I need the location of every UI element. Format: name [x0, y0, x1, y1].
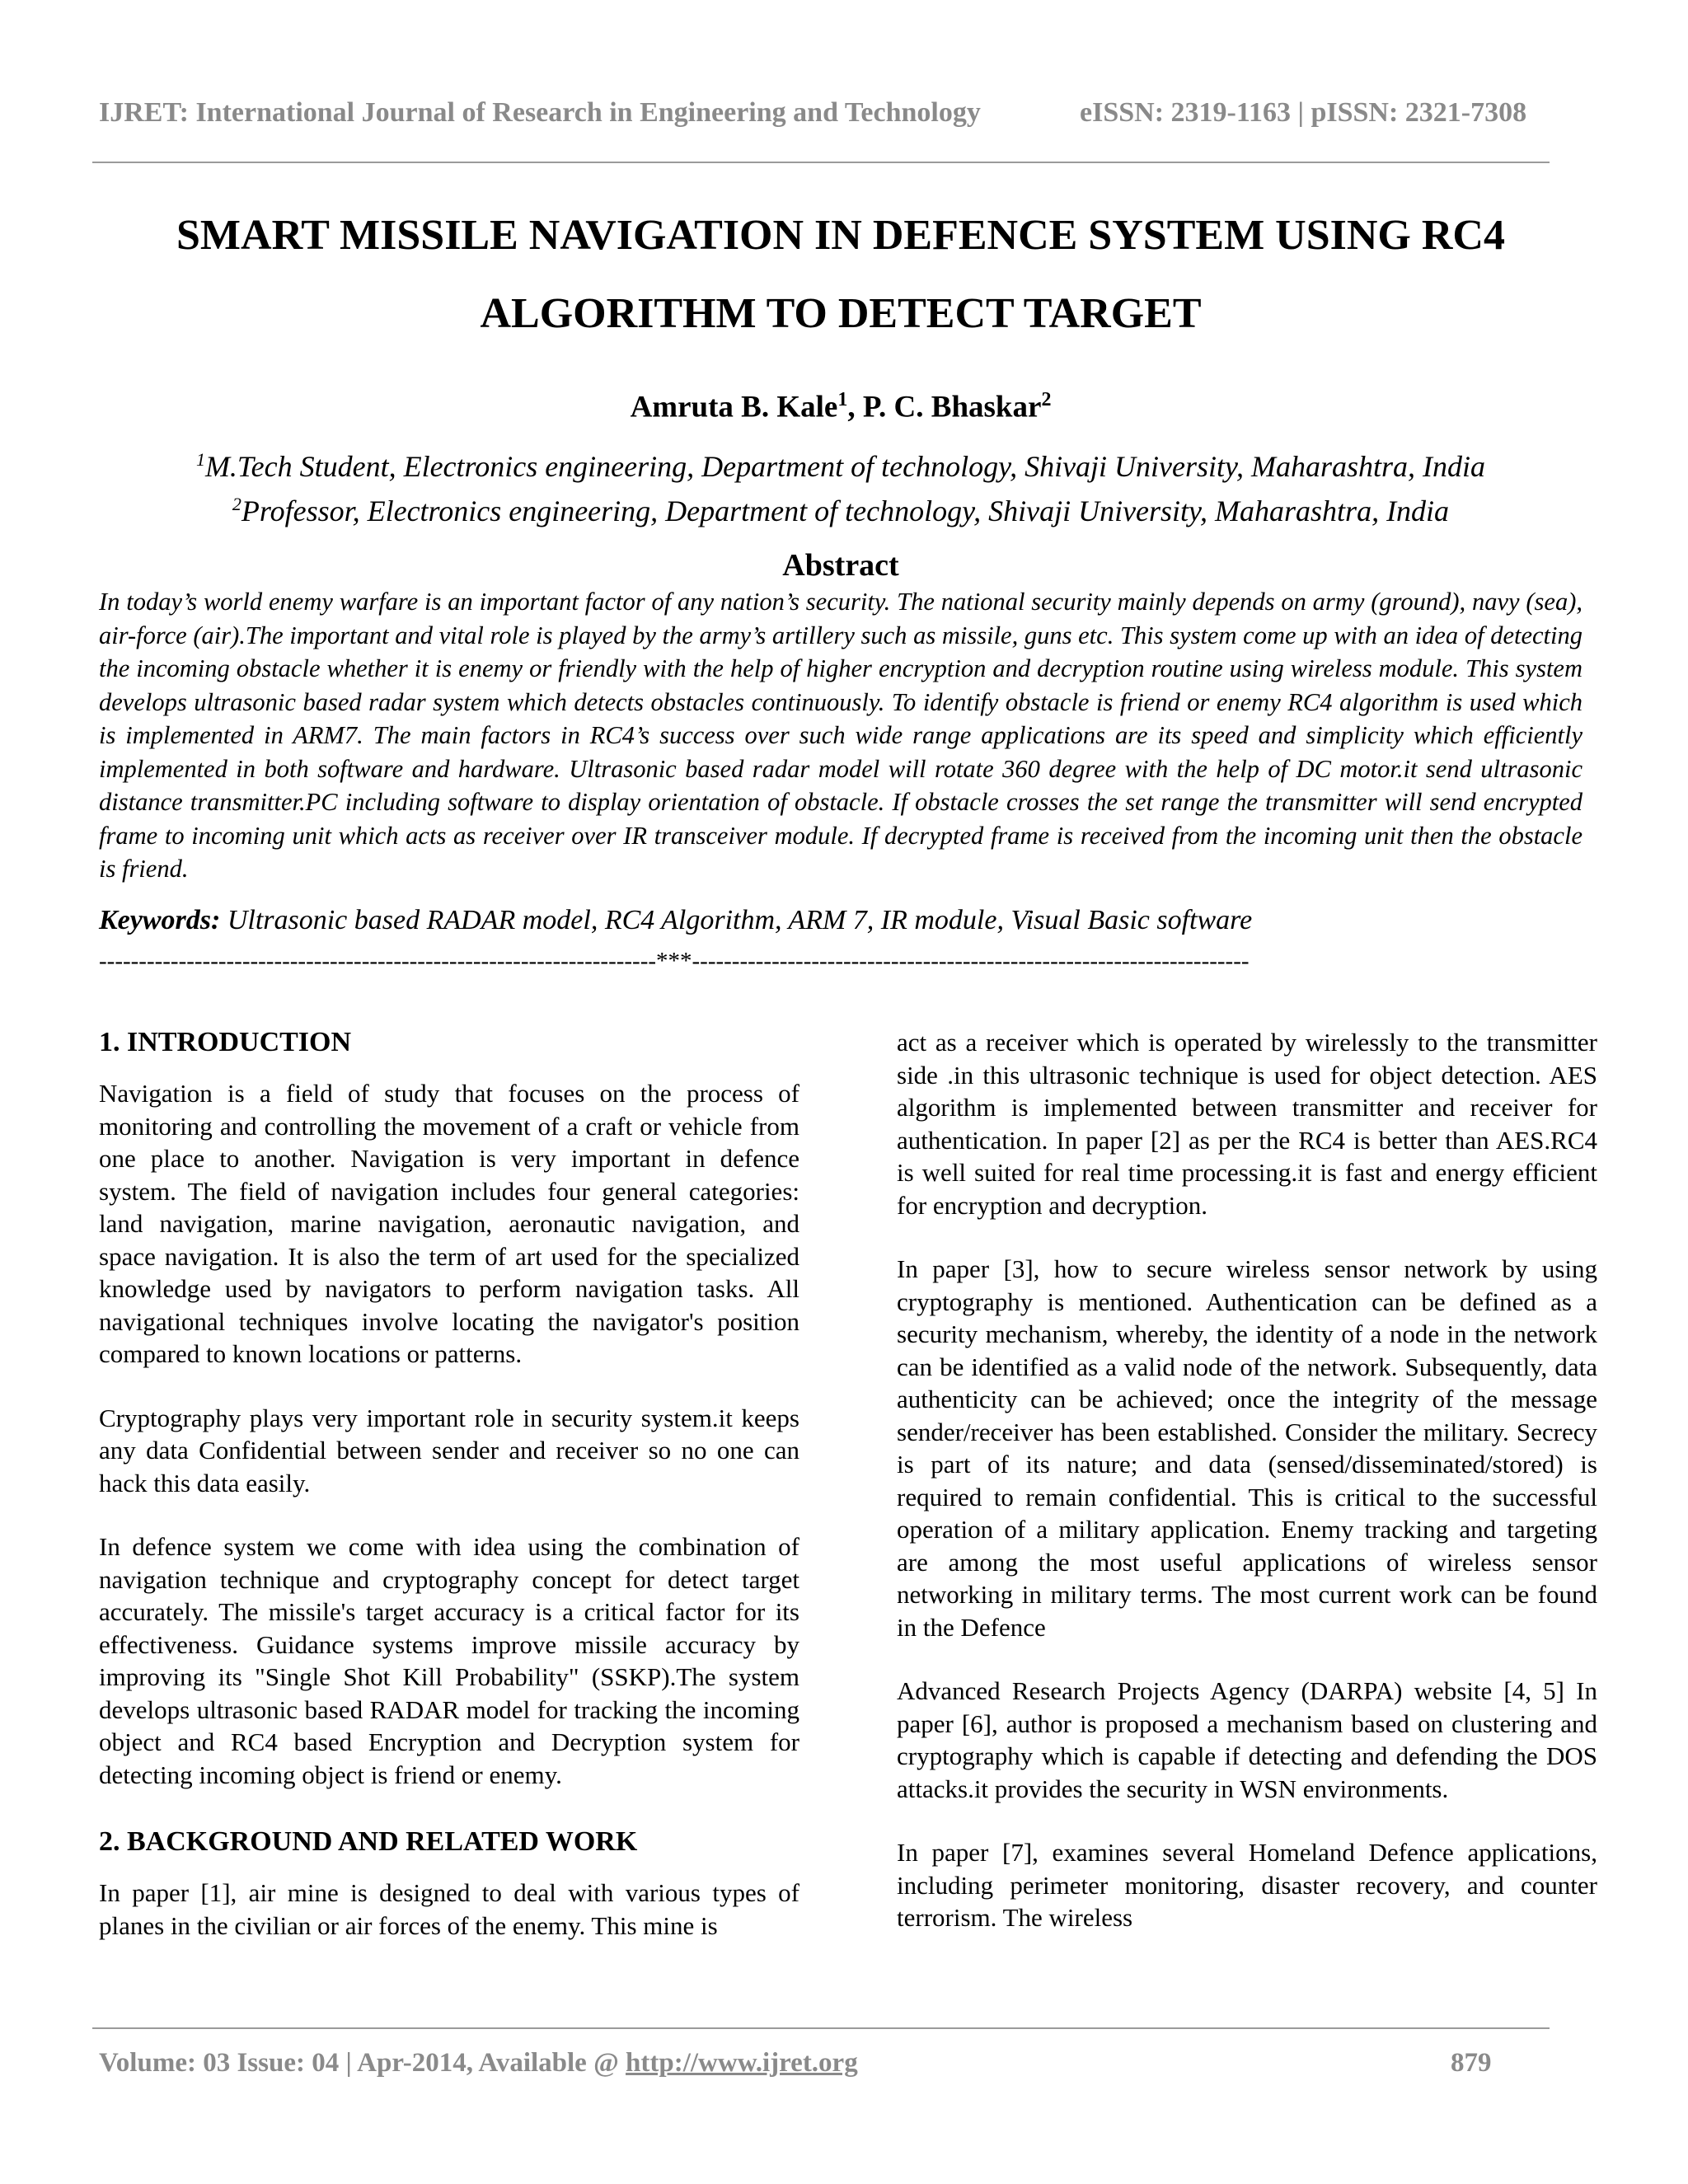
right-paragraph-3: Advanced Research Projects Agency (DARPA) website [4, 5] In paper [6], author is proposed a mechanism based on clustering and cryptography which is capable if detecting and defending the DOS attacks.it provides the security in WSN environments. [897, 1676, 1597, 1803]
background-paragraph-1: In paper [1], air mine is designed to deal with various types of planes in the civilian or air forces of the enemy. This mine is [99, 1878, 799, 1940]
author-1-affil-mark: 1 [837, 389, 848, 410]
author-separator: , [847, 390, 863, 424]
keywords-text: Ultrasonic based RADAR model, RC4 Algorithm, ARM 7, IR module, Visual Basic software [220, 905, 1253, 935]
intro-paragraph-1: Navigation is a field of study that focuses on the process of monitoring and controlling the movement of a craft or vehicle from one place to another. Navigation is very important in defence system. The field of navigation includes four general categories: land navigation, marine navigation, aeronautic navigation, and space navigation. It is also the term of art used for the specialized knowledge used by navigators to perform navigation tasks. All navigational techniques involve locating the navigator's position compared to known locations or patterns. [99, 1079, 799, 1368]
affiliation-2: $^2$Professor, Electronics engineering, Department of technology, Shivaji University, Maharashtra, India [232, 494, 1450, 527]
keywords [99, 905, 1582, 936]
author-1: Amruta B. Kale [630, 390, 838, 424]
intro-paragraph-3: In defence system we come with idea using the combination of navigation technique and cryptography concept for detect target accurately. The missile's target accuracy is a critical factor for its effectiveness. Guidance systems improve missile accuracy by improving its "Single Shot Kill Probability" (SSKP).The system develops ultrasonic based RADAR model for tracking the incoming object and RC4 based Encryption and Decryption system for detecting incoming object is friend or enemy. [99, 1532, 799, 1789]
footer-volume: Volume: 03 Issue: 04 | Apr-2014, Available @ [99, 2048, 626, 2078]
intro-paragraph-2: Cryptography plays very important role in security system.it keeps any data Confidential between sender and receiver so no one can hack this data easily. [99, 1403, 799, 1497]
journal-issn: eISSN: 2319-1163 | pISSN: 2321-7308 [1080, 97, 1527, 128]
footer-rule [92, 2027, 1550, 2029]
affiliations [99, 441, 1582, 530]
section-1-heading: 1. INTRODUCTION [99, 1027, 352, 1057]
keywords-label: Keywords: [99, 905, 221, 935]
paper-title [99, 196, 1582, 353]
title-line-2: ALGORITHM TO DETECT TARGET [480, 290, 1202, 337]
right-column [897, 1026, 1597, 1966]
footer-link[interactable]: http://www.ijret.org [626, 2048, 858, 2078]
page-number: 879 [1451, 2048, 1492, 2078]
author-list [99, 389, 1582, 424]
running-header [99, 97, 1550, 129]
running-footer [99, 2048, 1500, 2079]
right-paragraph-2: In paper [3], how to secure wireless sensor network by using cryptography is mentioned. Authentication can be defined as a security mechanism, whereby, the identity of a node in the network can be identified as a valid node of the network. Subsequently, data authenticity can be achieved; once the integrity of the message sender/receiver has been established. Consider the military. Secrecy is part of its nature; and data (sensed/disseminated/stored) is required to remain confidential. This is critical to the successful operation of a military application. Enemy tracking and targeting are among the most useful applications of wireless sensor networking in military terms. The most current work can be found in the Defence [897, 1254, 1597, 1642]
header-rule [92, 162, 1550, 163]
right-paragraph-4: In paper [7], examines several Homeland Defence applications, including perimeter monitoring, disaster recovery, and counter terrorism. The wireless [897, 1838, 1597, 1932]
author-2: P. C. Bhaskar [862, 390, 1042, 424]
left-column [99, 1026, 799, 1973]
abstract-text: In today’s world enemy warfare is an important factor of any nation’s security. The national security mainly depends on army (ground), navy (sea), air-force (air).The important and vital role is played by the army’s artillery such as missile, guns etc. This system come up with an idea of detecting the incoming obstacle whether it is enemy or friendly with the help of higher encryption and decryption routine using wireless module. This system develops ultrasonic based radar system which detects obstacles continuously. To identify obstacle is friend or enemy RC4 algorithm is used which is implemented in ARM7. The main factors in RC4’s success over such wide range applications are its speed and simplicity which efficiently implemented in both software and hardware. Ultrasonic based radar model will rotate 360 degree with the help of DC motor.it send ultrasonic distance transmitter.PC including software to display orientation of obstacle. If obstacle crosses the set range the transmitter will send encrypted frame to incoming unit which acts as receiver over IR transceiver module. If decrypted frame is received from the incoming unit then the obstacle is friend. [99, 588, 1582, 883]
author-2-affil-mark: 2 [1041, 389, 1052, 410]
section-separator: ----------------------------------------------------------------------***---------------------------------------------------------------------- [99, 948, 1250, 974]
section-2-heading: 2. BACKGROUND AND RELATED WORK [99, 1826, 638, 1857]
affiliation-1: $^1$M.Tech Student, Electronics engineering, Department of technology, Shivaji University, Maharashtra, India [195, 449, 1486, 483]
journal-name: IJRET: International Journal of Research in Engineering and Technology [99, 97, 981, 128]
right-paragraph-1: act as a receiver which is operated by wirelessly to the transmitter side .in this ultrasonic technique is used for object detection. AES algorithm is implemented between transmitter and receiver for authentication. In paper [2] as per the RC4 is better than AES.RC4 is well suited for real time processing.it is fast and energy efficient for encryption and decryption. [897, 1028, 1597, 1220]
title-line-1: SMART MISSILE NAVIGATION IN DEFENCE SYSTEM USING RC4 [176, 212, 1505, 259]
abstract-heading: Abstract [782, 548, 899, 583]
